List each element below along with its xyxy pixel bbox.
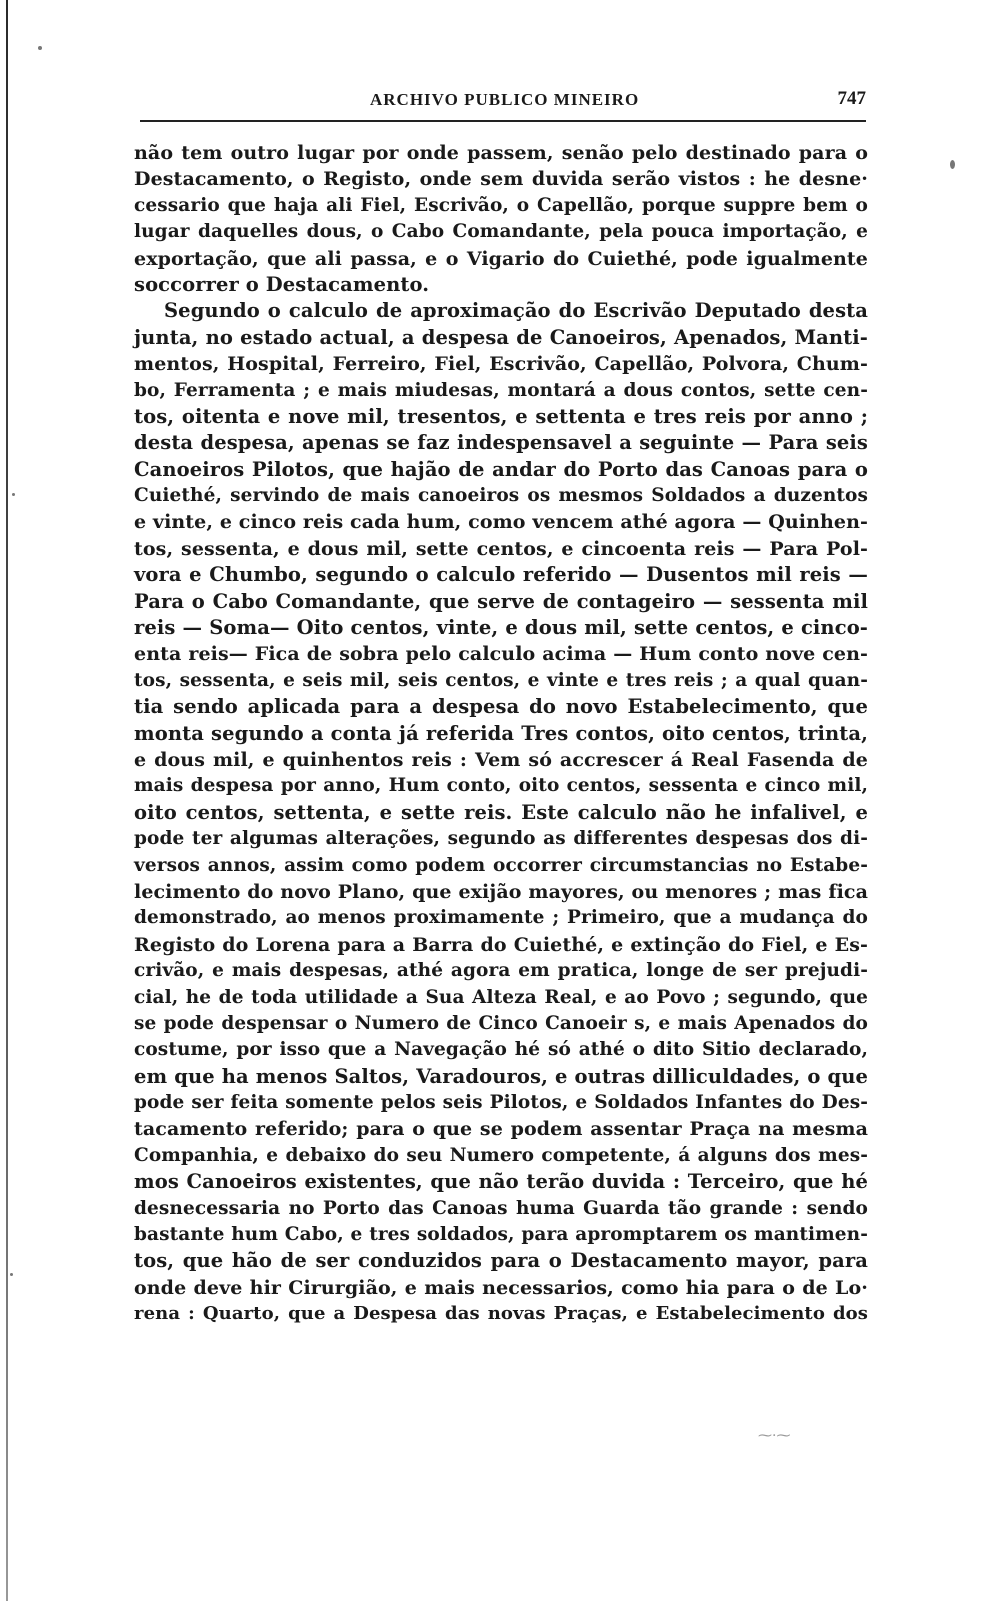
- text-line: oito centos, settenta, e sette reis. Este calculo não he infalivel, e: [134, 800, 868, 824]
- text-line: Destacamento, o Registo, onde sem duvida serão vistos : he desne·: [134, 168, 868, 191]
- text-line: versos annos, assim como podem occorrer circumstancias no Estabe-: [134, 854, 868, 876]
- text-line: tia sendo aplicada para a despesa do novo Estabelecimento, que: [134, 695, 868, 719]
- text-line: cessario que haja ali Fiel, Escrivão, o Capellão, porque suppre bem o: [134, 194, 868, 216]
- scan-speck: [10, 1273, 13, 1276]
- text-line: mais despesa por anno, Hum conto, oito centos, sessenta e cinco mil,: [134, 775, 868, 797]
- text-line: se pode despensar o Numero de Cinco Canoeir s, e mais Apenados do: [134, 1012, 868, 1034]
- text-line: exportação, que ali passa, e o Vigario do Cuiethé, pode igualmente: [134, 247, 868, 270]
- text-line: demonstrado, ao menos proximamente ; Primeiro, que a mudança do: [134, 907, 868, 929]
- text-line: costume, por isso que a Navegação hé só athé o dito Sitio declarado,: [134, 1039, 868, 1061]
- body-text: [134, 140, 868, 1328]
- text-line: tos, sessenta, e dous mil, sette centos, e cincoenta reis — Para Pol-: [134, 537, 868, 560]
- text-line: pode ter algumas alterações, segundo as differentes despesas dos di-: [134, 828, 868, 850]
- text-line: vora e Chumbo, segundo o calculo referido — Dusentos mil reis —: [134, 563, 868, 587]
- text-line: rena : Quarto, que a Despesa das novas Praças, e Estabelecimento dos: [134, 1303, 868, 1325]
- text-line: Companhia, e debaixo do seu Numero competente, á alguns dos mes-: [134, 1144, 868, 1166]
- text-line: reis — Soma— Oito centos, vinte, e dous mil, sette centos, e cinco-: [134, 616, 868, 640]
- text-line: Segundo o calculo de aproximação do Escrivão Deputado desta: [164, 299, 868, 323]
- text-line: e vinte, e cinco reis cada hum, como vencem athé agora — Quinhen-: [134, 511, 868, 534]
- text-line: mos Canoeiros existentes, que não terão duvida : Terceiro, que hé: [134, 1170, 868, 1194]
- page-number: 747: [837, 88, 866, 109]
- text-line: Para o Cabo Comandante, que serve de contageiro — sessenta mil: [134, 589, 868, 613]
- scan-edge: [6, 0, 8, 1601]
- text-line: tacamento referido; para o que se podem assentar Praça na mesma: [134, 1118, 868, 1141]
- text-line: bo, Ferramenta ; e mais miudesas, montará a dous contos, sette cen-: [134, 379, 868, 401]
- text-line: monta segundo a conta já referida Tres contos, oito centos, trinta,: [134, 721, 868, 745]
- text-line: bastante hum Cabo, e tres soldados, para apromptarem os mantimen-: [134, 1224, 868, 1246]
- text-line: desnecessaria no Porto das Canoas huma Guarda tão grande : sendo: [134, 1197, 868, 1219]
- scan-speck: [950, 160, 955, 169]
- text-line: Registo do Lorena para a Barra do Cuiethé, e extinção do Fiel, e Es-: [134, 933, 868, 956]
- text-line: mentos, Hospital, Ferreiro, Fiel, Escrivão, Capellão, Polvora, Chum-: [134, 353, 868, 376]
- text-line: crivão, e mais despesas, athé agora em pratica, longe de ser prejudi-: [134, 960, 868, 982]
- text-line: enta reis— Fica de sobra pelo calculo acima — Hum conto nove cen-: [134, 643, 868, 666]
- text-line: onde deve hir Cirurgião, e mais necessarios, como hia para o de Lo·: [134, 1276, 868, 1299]
- text-line: e dous mil, e quinhentos reis : Vem só accrescer á Real Fasenda de: [134, 748, 868, 771]
- page-header: [140, 88, 866, 118]
- running-title: ARCHIVO PUBLICO MINEIRO: [370, 90, 640, 109]
- text-line: desta despesa, apenas se faz indespensavel a seguinte — Para seis: [134, 431, 868, 455]
- text-line: soccorrer o Destacamento.: [134, 272, 430, 296]
- text-line: lecimento do novo Plano, que exijão mayores, ou menores ; mas fica: [134, 880, 868, 903]
- text-line: cial, he de toda utilidade a Sua Alteza Real, e ao Povo ; segundo, que: [134, 986, 868, 1008]
- text-line: Cuiethé, servindo de mais canoeiros os mesmos Soldados a duzentos: [134, 485, 868, 507]
- text-line: Canoeiros Pilotos, que hajão de andar do Porto das Canoas para o: [134, 457, 868, 481]
- text-line: junta, no estado actual, a despesa de Canoeiros, Apenados, Manti-: [134, 325, 868, 349]
- text-line: não tem outro lugar por onde passem, senão pelo destinado para o: [134, 142, 868, 164]
- text-line: tos, sessenta, e seis mil, seis centos, e vinte e tres reis ; a qual quan-: [134, 669, 868, 691]
- scan-speck: [38, 46, 42, 50]
- text-line: pode ser feita somente pelos seis Pilotos, e Soldados Infantes do Des-: [134, 1092, 868, 1114]
- text-line: tos, que hão de ser conduzidos para o Destacamento mayor, para: [134, 1249, 868, 1273]
- text-line: em que ha menos Saltos, Varadouros, e outras dilliculdades, o que: [134, 1064, 868, 1088]
- text-line: lugar daquelles dous, o Cabo Comandante, pela pouca importação, e: [134, 221, 868, 243]
- ink-smudge: ⁓·⁓: [758, 1428, 791, 1444]
- header-rule: [140, 120, 866, 122]
- text-line: tos, oitenta e nove mil, tresentos, e settenta e tres reis por anno ;: [134, 404, 868, 428]
- scan-speck: [12, 493, 15, 496]
